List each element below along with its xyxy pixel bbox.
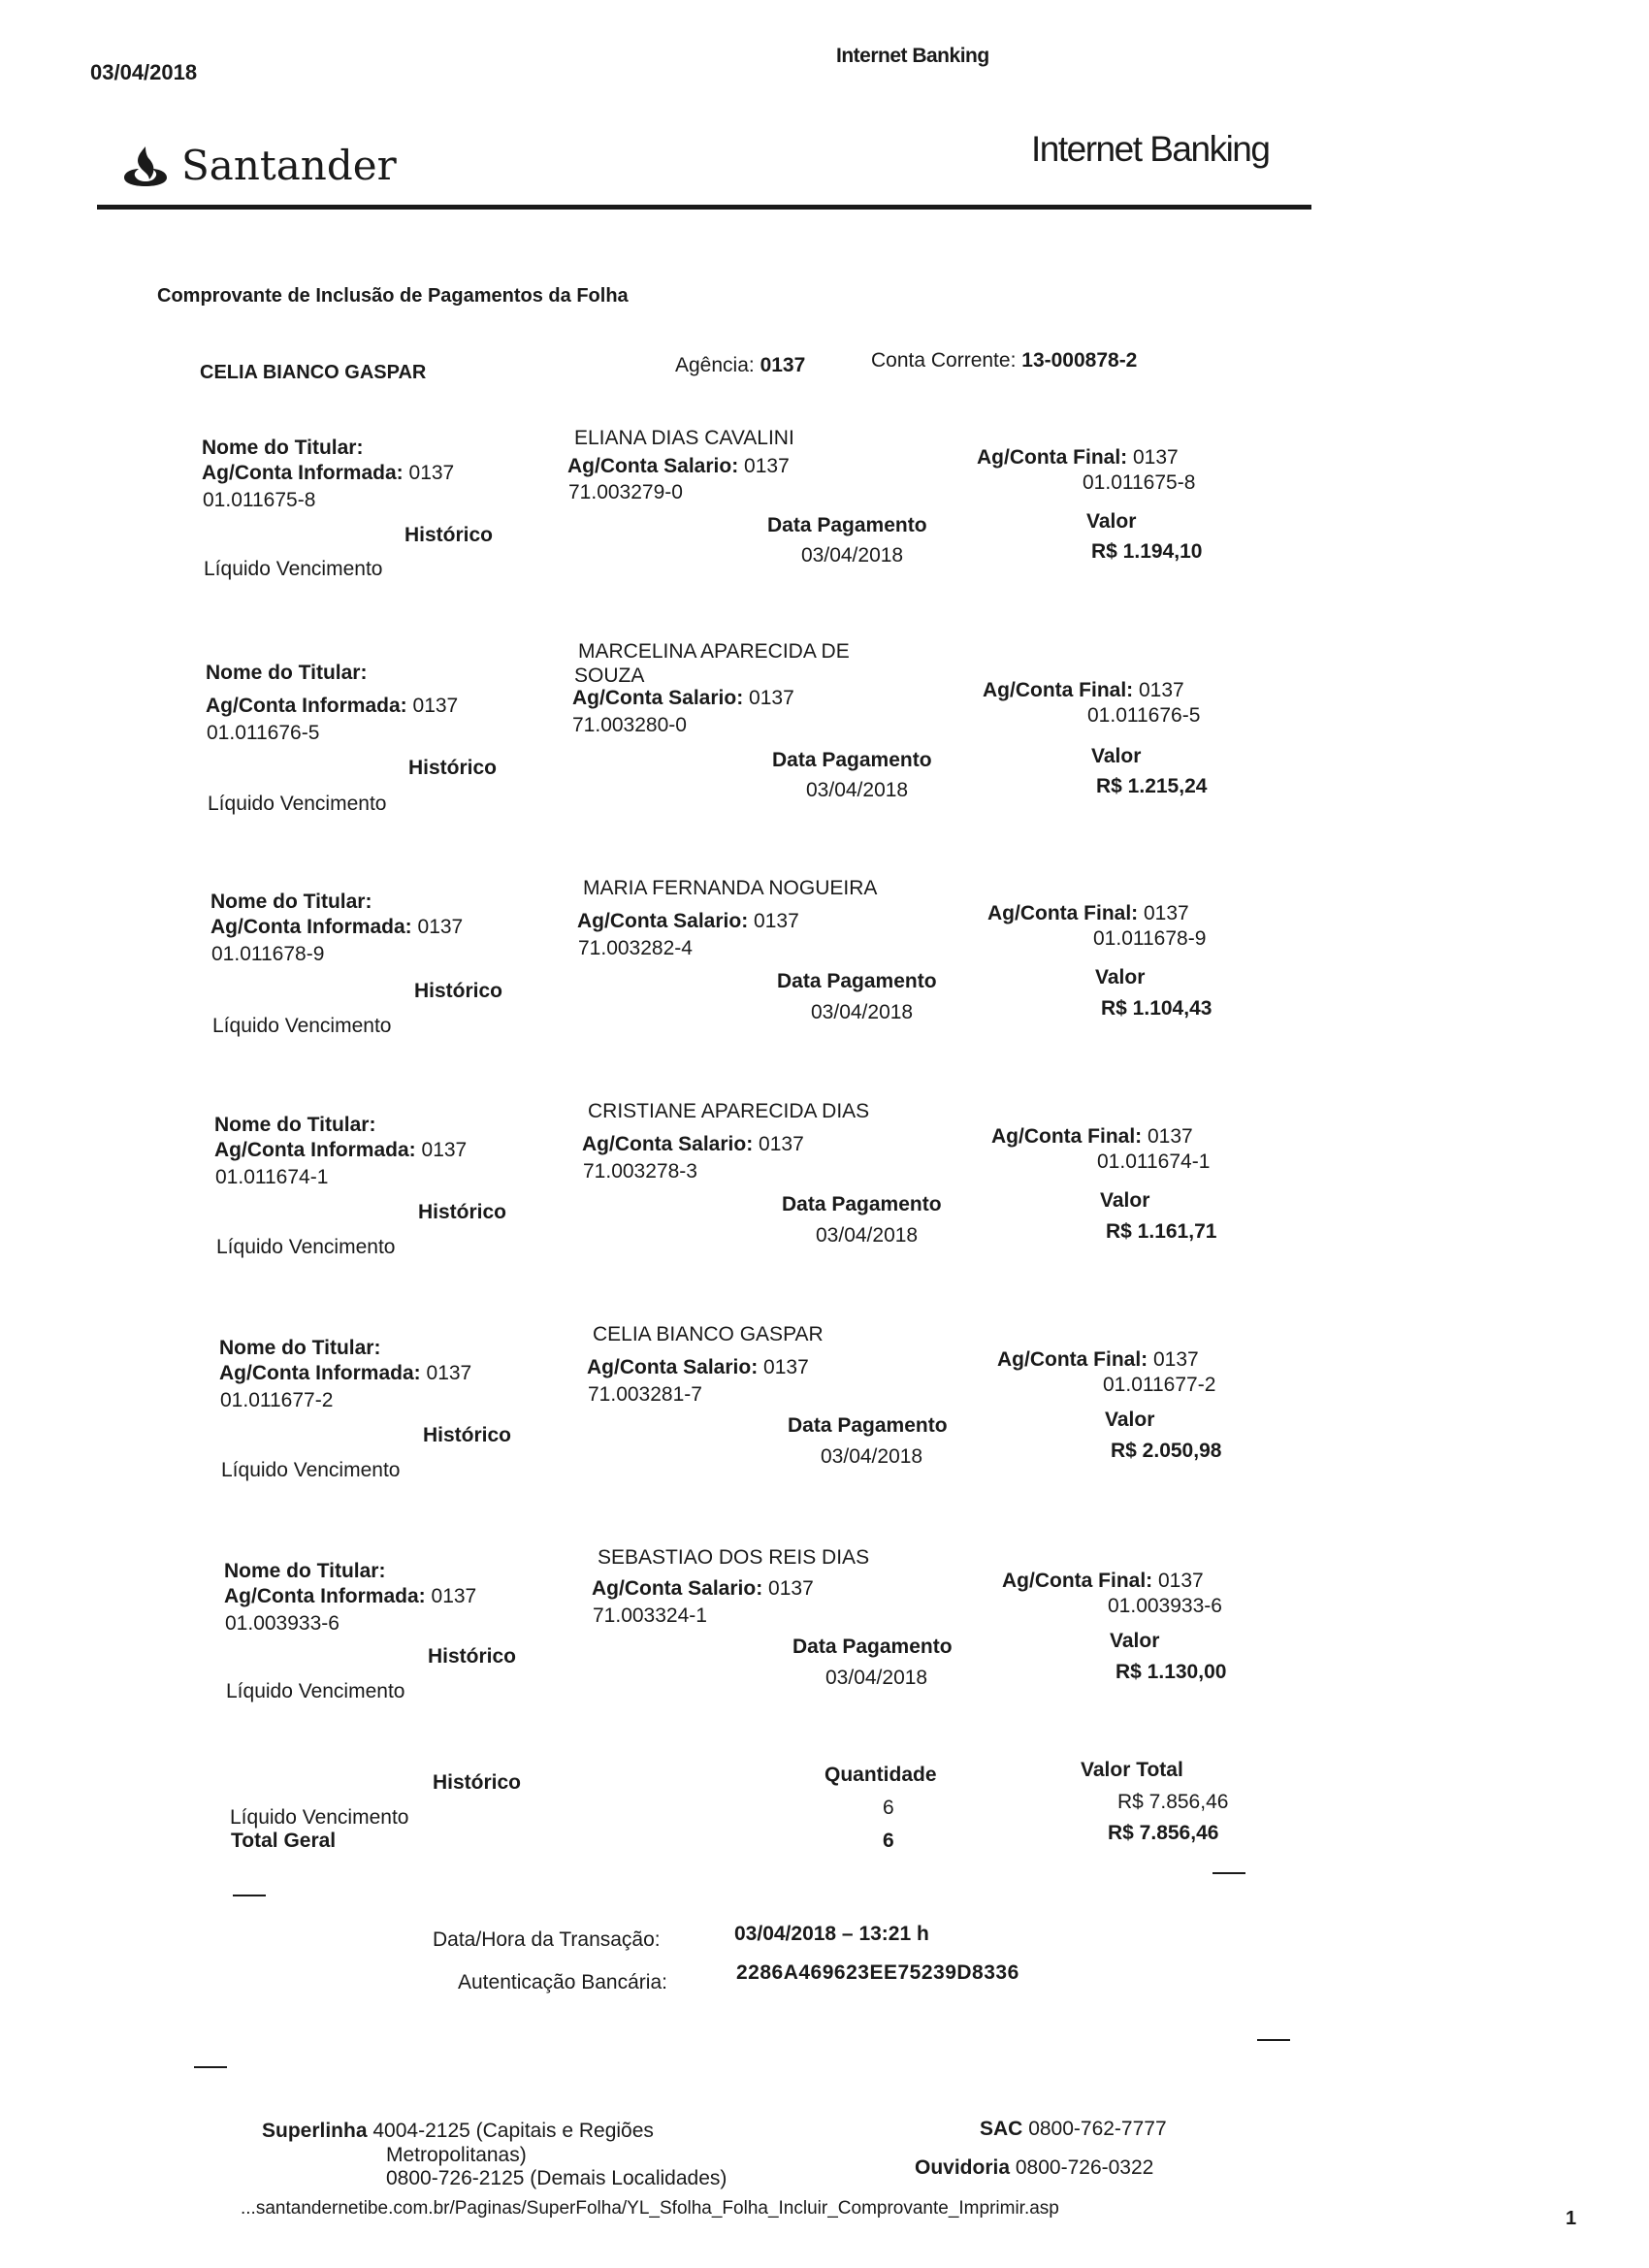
data-pagamento-label: Data Pagamento	[767, 514, 927, 536]
agencia-label: Agência:	[675, 354, 755, 376]
valor-label: Valor	[1091, 745, 1142, 767]
superlinha-line1: 4004-2125 (Capitais e Regiões	[372, 2120, 654, 2142]
ag-conta-salario	[582, 1133, 804, 1156]
sac-label: SAC	[980, 2118, 1023, 2140]
ag-salario-value: 0137	[749, 687, 794, 709]
valor-label: Valor	[1110, 1630, 1160, 1652]
payment-record	[0, 1546, 1649, 1779]
summary-divider-right	[1212, 1872, 1245, 1874]
footer-divider-right	[1257, 2039, 1290, 2041]
nome-titular-label: Nome do Titular:	[206, 662, 368, 684]
ag-conta-informada	[202, 462, 454, 485]
ouvidoria-label: Ouvidoria	[915, 2156, 1011, 2179]
conta-salario-value: 71.003278-3	[583, 1160, 697, 1183]
ag-conta-salario-label: Ag/Conta Salario:	[592, 1577, 763, 1600]
ag-salario-value: 0137	[754, 910, 799, 932]
ag-conta-salario	[592, 1577, 814, 1601]
ouvidoria-info	[915, 2156, 1153, 2180]
data-pagamento-value: 03/04/2018	[801, 544, 904, 567]
ag-conta-informada-label: Ag/Conta Informada:	[219, 1362, 421, 1384]
conta-informada-value: 01.011675-8	[203, 489, 316, 511]
summary-valor-total-label: Valor Total	[1081, 1759, 1183, 1781]
nome-titular-label: Nome do Titular:	[214, 1114, 376, 1136]
conta-final-value: 01.011675-8	[1083, 471, 1196, 494]
ag-final-value: 0137	[1148, 1125, 1193, 1148]
agencia-field	[675, 354, 805, 377]
ag-final-value: 0137	[1133, 446, 1179, 469]
ag-informada-value: 0137	[431, 1585, 477, 1607]
valor-label: Valor	[1105, 1409, 1155, 1431]
ag-conta-salario-label: Ag/Conta Salario:	[567, 455, 739, 477]
payee-name: CRISTIANE APARECIDA DIAS	[588, 1100, 870, 1122]
browser-page-title: Internet Banking	[836, 45, 989, 67]
payee-name: ELIANA DIAS CAVALINI	[574, 427, 794, 449]
ag-conta-informada	[214, 1139, 467, 1162]
data-pagamento-label: Data Pagamento	[788, 1414, 948, 1437]
payment-record	[0, 640, 1649, 873]
ag-conta-final	[997, 1348, 1199, 1372]
ag-conta-informada	[206, 695, 458, 718]
data-pagamento-label: Data Pagamento	[792, 1636, 953, 1658]
ag-informada-value: 0137	[408, 462, 455, 484]
data-pagamento-value: 03/04/2018	[816, 1224, 919, 1247]
ag-conta-informada-label: Ag/Conta Informada:	[210, 916, 412, 938]
conta-final-value: 01.003933-6	[1108, 1595, 1222, 1617]
ag-conta-final	[977, 446, 1179, 470]
ag-informada-value: 0137	[412, 695, 459, 717]
ag-conta-final-label: Ag/Conta Final:	[997, 1348, 1148, 1371]
transaction-datetime-value: 03/04/2018 – 13:21 h	[734, 1923, 929, 1945]
valor-value: R$ 1.194,10	[1091, 540, 1203, 563]
data-pagamento-value: 03/04/2018	[811, 1001, 914, 1023]
conta-informada-value: 01.011677-2	[220, 1389, 334, 1411]
print-date: 03/04/2018	[90, 60, 198, 84]
superlinha-line3: 0800-726-2125 (Demais Localidades)	[386, 2167, 728, 2189]
data-pagamento-value: 03/04/2018	[806, 779, 909, 801]
historico-value: Líquido Vencimento	[221, 1459, 401, 1481]
data-pagamento-label: Data Pagamento	[782, 1193, 942, 1215]
conta-final-value: 01.011677-2	[1103, 1374, 1216, 1396]
summary-row-quantidade: 6	[883, 1797, 894, 1819]
conta-corrente-field	[871, 349, 1137, 373]
sac-info	[980, 2118, 1167, 2141]
payee-name: SEBASTIAO DOS REIS DIAS	[598, 1546, 870, 1569]
ag-conta-final-label: Ag/Conta Final:	[991, 1125, 1143, 1148]
ag-conta-salario	[577, 910, 799, 933]
data-pagamento-value: 03/04/2018	[825, 1667, 928, 1689]
ag-conta-informada	[219, 1362, 471, 1385]
payee-name: CELIA BIANCO GASPAR	[593, 1323, 824, 1345]
payment-record	[0, 1323, 1649, 1556]
ag-salario-value: 0137	[763, 1356, 809, 1378]
brand-name: Santander	[181, 142, 397, 189]
payee-name-line2: SOUZA	[574, 664, 645, 687]
superlinha-line2: Metropolitanas)	[386, 2144, 527, 2166]
ag-conta-informada	[210, 916, 463, 939]
footer-divider-left	[194, 2066, 227, 2068]
ag-informada-value: 0137	[426, 1362, 472, 1384]
historico-label: Histórico	[404, 524, 494, 546]
conta-final-value: 01.011678-9	[1093, 927, 1207, 950]
ag-conta-informada-label: Ag/Conta Informada:	[206, 695, 407, 717]
nome-titular-label: Nome do Titular:	[210, 891, 372, 913]
summary-row-label: Líquido Vencimento	[230, 1806, 409, 1829]
ag-conta-salario-label: Ag/Conta Salario:	[572, 687, 744, 709]
valor-value: R$ 2.050,98	[1111, 1440, 1222, 1462]
historico-label: Histórico	[414, 980, 503, 1002]
agencia-value: 0137	[760, 354, 806, 376]
summary-quantidade-label: Quantidade	[824, 1764, 937, 1786]
total-geral-quantidade: 6	[883, 1830, 894, 1852]
data-pagamento-value: 03/04/2018	[821, 1445, 923, 1468]
historico-label: Histórico	[418, 1201, 507, 1223]
superlinha-info	[262, 2120, 654, 2143]
ag-salario-value: 0137	[768, 1577, 814, 1600]
valor-value: R$ 1.130,00	[1116, 1661, 1227, 1683]
ag-conta-informada-label: Ag/Conta Informada:	[224, 1585, 426, 1607]
summary-block	[0, 1754, 1649, 1870]
ag-conta-final-label: Ag/Conta Final:	[977, 446, 1128, 469]
ag-final-value: 0137	[1139, 679, 1184, 701]
santander-logo	[121, 142, 397, 189]
ag-salario-value: 0137	[759, 1133, 804, 1155]
bank-authentication-label: Autenticação Bancária:	[458, 1971, 667, 1993]
ag-final-value: 0137	[1158, 1570, 1204, 1592]
brand-subtitle: Internet Banking	[1031, 129, 1270, 169]
ag-conta-final-label: Ag/Conta Final:	[1002, 1570, 1153, 1592]
historico-value: Líquido Vencimento	[208, 793, 387, 815]
conta-informada-value: 01.011674-1	[215, 1166, 329, 1188]
conta-value: 13-000878-2	[1021, 349, 1138, 372]
ag-conta-salario	[572, 687, 794, 710]
payment-record	[0, 427, 1649, 660]
ag-final-value: 0137	[1144, 902, 1189, 924]
payment-record	[0, 1100, 1649, 1333]
historico-label: Histórico	[408, 757, 498, 779]
conta-final-value: 01.011674-1	[1097, 1150, 1211, 1173]
ag-salario-value: 0137	[744, 455, 790, 477]
client-name: CELIA BIANCO GASPAR	[200, 362, 427, 383]
payee-name: MARIA FERNANDA NOGUEIRA	[583, 877, 878, 899]
conta-final-value: 01.011676-5	[1087, 704, 1201, 727]
total-geral-label: Total Geral	[231, 1830, 337, 1852]
ag-conta-final	[1002, 1570, 1204, 1593]
conta-salario-value: 71.003282-4	[578, 937, 693, 959]
data-pagamento-label: Data Pagamento	[777, 970, 937, 992]
superlinha-label: Superlinha	[262, 2120, 368, 2142]
conta-salario-value: 71.003281-7	[588, 1383, 702, 1406]
nome-titular-label: Nome do Titular:	[224, 1560, 386, 1582]
ag-conta-informada-label: Ag/Conta Informada:	[214, 1139, 416, 1161]
ag-informada-value: 0137	[421, 1139, 468, 1161]
conta-informada-value: 01.003933-6	[225, 1612, 340, 1635]
conta-informada-value: 01.011676-5	[207, 722, 320, 744]
valor-value: R$ 1.104,43	[1101, 997, 1212, 1020]
document-title: Comprovante de Inclusão de Pagamentos da Folha	[157, 285, 629, 307]
ag-conta-final	[991, 1125, 1193, 1149]
bank-authentication-value: 2286A469623EE75239D8336	[736, 1961, 1019, 1984]
conta-label: Conta Corrente:	[871, 349, 1017, 372]
data-pagamento-label: Data Pagamento	[772, 749, 932, 771]
ag-informada-value: 0137	[417, 916, 464, 938]
payment-record	[0, 877, 1649, 1110]
ag-conta-final-label: Ag/Conta Final:	[983, 679, 1134, 701]
valor-label: Valor	[1100, 1189, 1150, 1212]
historico-value: Líquido Vencimento	[216, 1236, 396, 1258]
page-number: 1	[1566, 2208, 1577, 2229]
ag-conta-salario-label: Ag/Conta Salario:	[577, 910, 749, 932]
total-geral-valor: R$ 7.856,46	[1108, 1822, 1219, 1844]
sac-value: 0800-762-7777	[1028, 2118, 1167, 2140]
historico-value: Líquido Vencimento	[212, 1015, 392, 1037]
summary-divider-left	[233, 1895, 266, 1896]
ag-conta-salario	[567, 455, 790, 478]
ag-final-value: 0137	[1153, 1348, 1199, 1371]
ag-conta-final	[987, 902, 1189, 925]
ag-conta-salario-label: Ag/Conta Salario:	[587, 1356, 759, 1378]
nome-titular-label: Nome do Titular:	[219, 1337, 381, 1359]
ag-conta-informada	[224, 1585, 476, 1608]
valor-label: Valor	[1095, 966, 1146, 988]
ag-conta-informada-label: Ag/Conta Informada:	[202, 462, 404, 484]
historico-label: Histórico	[428, 1645, 517, 1668]
summary-historico-label: Histórico	[433, 1771, 522, 1794]
ag-conta-final	[983, 679, 1184, 702]
conta-informada-value: 01.011678-9	[211, 943, 325, 965]
summary-row-valor: R$ 7.856,46	[1117, 1791, 1229, 1813]
valor-value: R$ 1.161,71	[1106, 1220, 1217, 1243]
flame-icon	[121, 145, 170, 187]
page-url: ...santandernetibe.com.br/Paginas/SuperFolha/YL_Sfolha_Folha_Incluir_Comprovante_Imprimir.asp	[241, 2198, 1059, 2219]
ouvidoria-value: 0800-726-0322	[1015, 2156, 1154, 2179]
valor-label: Valor	[1086, 510, 1137, 533]
ag-conta-final-label: Ag/Conta Final:	[987, 902, 1139, 924]
header-divider	[97, 205, 1311, 210]
historico-label: Histórico	[423, 1424, 512, 1446]
conta-salario-value: 71.003279-0	[568, 481, 683, 503]
conta-salario-value: 71.003324-1	[593, 1604, 707, 1627]
ag-conta-salario-label: Ag/Conta Salario:	[582, 1133, 754, 1155]
payee-name: MARCELINA APARECIDA DE	[578, 640, 850, 663]
transaction-datetime-label: Data/Hora da Transação:	[433, 1928, 661, 1951]
nome-titular-label: Nome do Titular:	[202, 437, 364, 459]
historico-value: Líquido Vencimento	[226, 1680, 405, 1702]
valor-value: R$ 1.215,24	[1096, 775, 1208, 797]
conta-salario-value: 71.003280-0	[572, 714, 687, 736]
historico-value: Líquido Vencimento	[204, 558, 383, 580]
ag-conta-salario	[587, 1356, 809, 1379]
